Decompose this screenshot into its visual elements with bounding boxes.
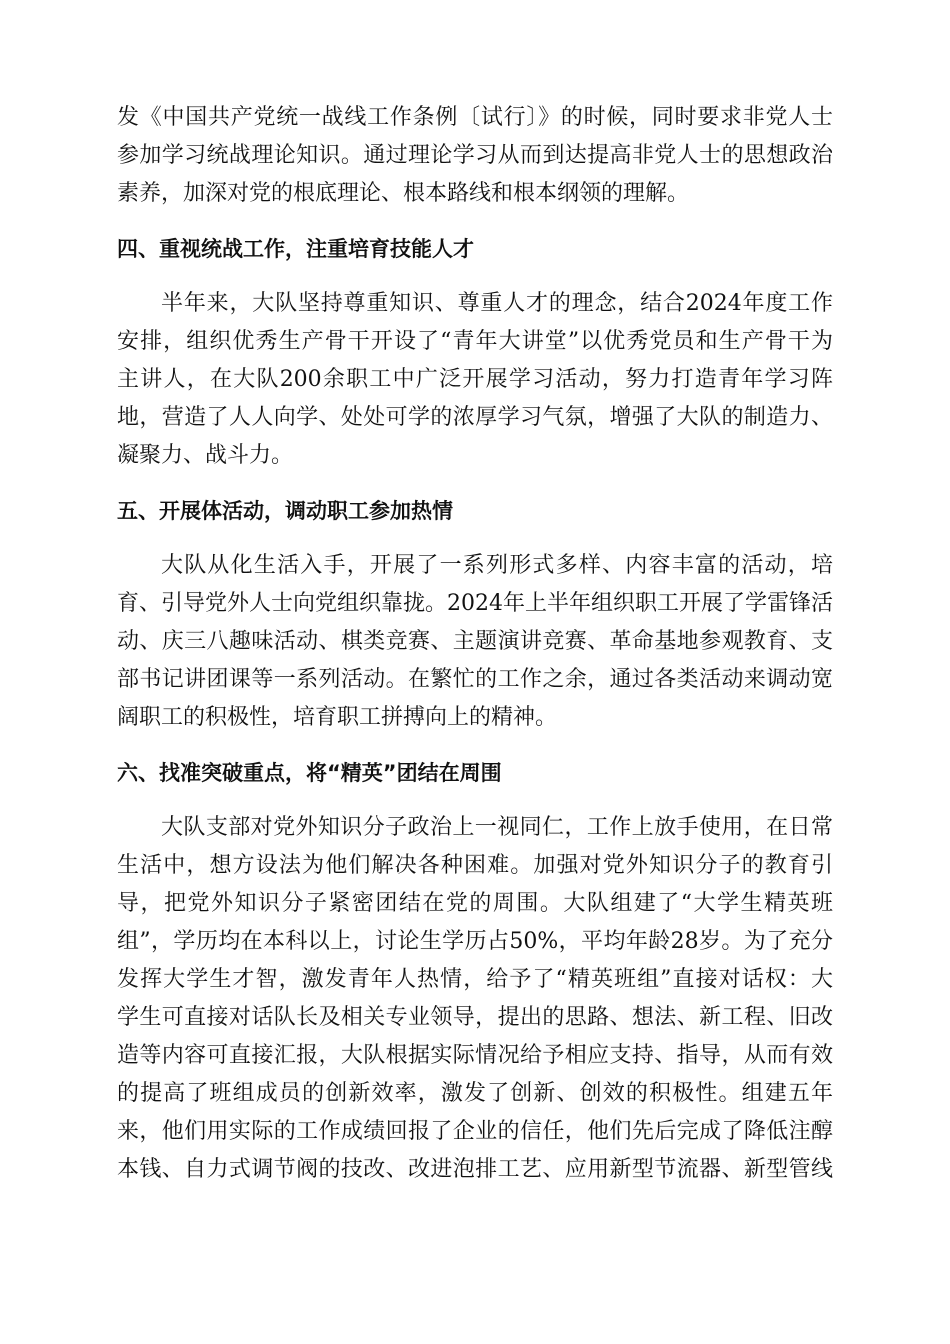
paragraph-line: 素养，加深对党的根底理论、根本路线和根本纲领的理解。	[117, 181, 690, 206]
paragraph-line: 部书记讲团课等一系列活动。在繁忙的工作之余，通过各类活动来调动宽	[117, 667, 833, 692]
section-heading-4: 四、重视统战工作，注重培育技能人才	[117, 237, 474, 261]
paragraph-line: 的提高了班组成员的创新效率，激发了创新、创效的积极性。组建五年	[117, 1081, 833, 1106]
paragraph-line: 大队从化生活入手，开展了一系列形式多样、内容丰富的活动，培	[161, 553, 833, 578]
paragraph-line: 发挥大学生才智，激发青年人热情，给予了“精英班组”直接对话权：大	[117, 967, 833, 992]
paragraph-line: 阔职工的积极性，培育职工拼搏向上的精神。	[117, 705, 558, 730]
paragraph-line: 造等内容可直接汇报，大队根据实际情况给予相应支持、指导，从而有效	[117, 1043, 833, 1068]
paragraph-line: 育、引导党外人士向党组织靠拢。2024年上半年组织职工开展了学雷锋活	[117, 591, 833, 616]
document-body	[117, 99, 833, 1206]
paragraph-line: 半年来，大队坚持尊重知识、尊重人才的理念，结合2024年度工作	[161, 291, 833, 316]
section-6-paragraph	[117, 809, 833, 1189]
paragraph-line: 来，他们用实际的工作成绩回报了企业的信任，他们先后完成了降低注醇	[117, 1119, 833, 1144]
paragraph-line: 本钱、自力式调节阀的技改、改进泡排工艺、应用新型节流器、新型管线	[117, 1157, 833, 1182]
paragraph-line: 导，把党外知识分子紧密团结在党的周围。大队组建了“大学生精英班	[117, 891, 833, 916]
paragraph-line: 发《中国共产党统一战线工作条例〔试行〕》的时候，同时要求非党人士	[117, 105, 833, 130]
section-4-paragraph	[117, 285, 833, 475]
intro-paragraph	[117, 99, 833, 213]
paragraph-line: 组”，学历均在本科以上，讨论生学历占50%，平均年龄28岁。为了充分	[117, 929, 833, 954]
paragraph-line: 学生可直接对话队长及相关专业领导，提出的思路、想法、新工程、旧改	[117, 1005, 833, 1030]
paragraph-line: 参加学习统战理论知识。通过理论学习从而到达提高非党人士的思想政治	[117, 143, 833, 168]
paragraph-line: 生活中，想方设法为他们解决各种困难。加强对党外知识分子的教育引	[117, 853, 833, 878]
paragraph-line: 主讲人，在大队200余职工中广泛开展学习活动，努力打造青年学习阵	[117, 367, 833, 392]
section-5-paragraph	[117, 547, 833, 737]
paragraph-line: 大队支部对党外知识分子政治上一视同仁，工作上放手使用，在日常	[161, 815, 833, 840]
paragraph-line: 地，营造了人人向学、处处可学的浓厚学习气氛，增强了大队的制造力、	[117, 405, 833, 430]
section-heading-5: 五、开展体活动，调动职工参加热情	[117, 499, 453, 523]
paragraph-line: 安排，组织优秀生产骨干开设了“青年大讲堂”以优秀党员和生产骨干为	[117, 329, 833, 354]
paragraph-line: 凝聚力、战斗力。	[117, 443, 294, 468]
section-heading-6: 六、找准突破重点，将“精英”团结在周围	[117, 761, 502, 785]
paragraph-line: 动、庆三八趣味活动、棋类竞赛、主题演讲竞赛、革命基地参观教育、支	[117, 629, 833, 654]
